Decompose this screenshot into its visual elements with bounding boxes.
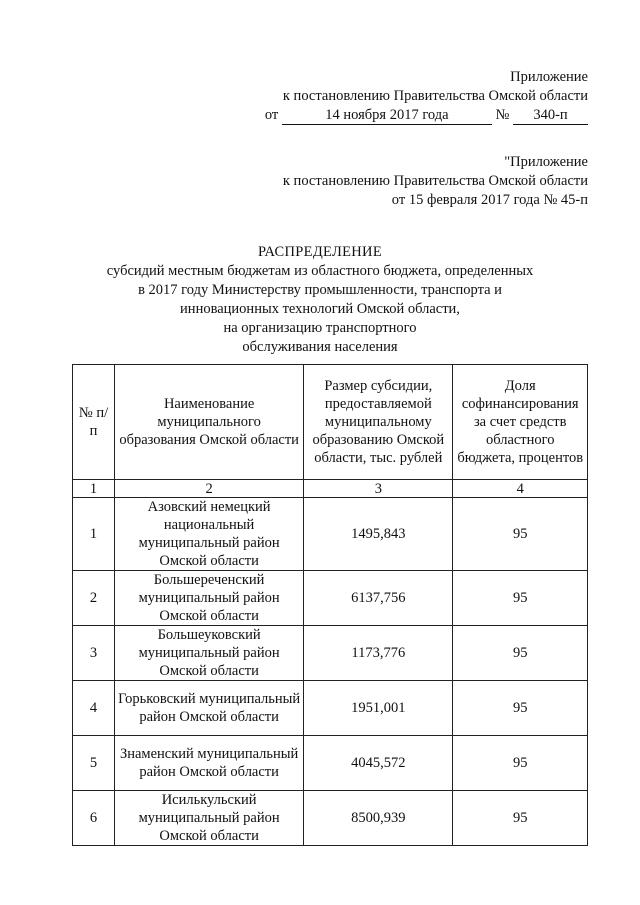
column-index: 2 <box>115 480 304 498</box>
column-index: 4 <box>453 480 588 498</box>
table-row <box>73 736 588 791</box>
subsidy-amount: 1173,776 <box>304 626 453 681</box>
subsidy-amount: 1495,843 <box>304 498 453 571</box>
table-row <box>73 498 588 571</box>
column-header-number: № п/п <box>73 365 115 480</box>
row-number: 5 <box>73 736 115 791</box>
cofinancing-share: 95 <box>453 736 588 791</box>
row-number: 4 <box>73 681 115 736</box>
subsidy-amount: 1951,001 <box>304 681 453 736</box>
column-header-share: Доля софинансирования за счет средств областного бюджета, процентов <box>453 365 588 480</box>
municipality-name: Исилькульский муниципальный район Омской области <box>115 791 304 846</box>
table-row <box>73 791 588 846</box>
table-row <box>73 571 588 626</box>
prior-decree-date: от 15 февраля 2017 года № 45-п <box>391 192 588 208</box>
decree-reference: к постановлению Правительства Омской области <box>282 88 588 104</box>
cofinancing-share: 95 <box>453 498 588 571</box>
title-caps: РАСПРЕДЕЛЕНИЕ <box>258 244 382 260</box>
table-header-row <box>73 365 588 480</box>
column-index-row <box>73 480 588 498</box>
title-line: инновационных технологий Омской области, <box>180 301 460 317</box>
subsidy-table <box>72 364 588 846</box>
subsidy-amount: 8500,939 <box>304 791 453 846</box>
table-row <box>73 681 588 736</box>
cofinancing-share: 95 <box>453 571 588 626</box>
municipality-name: Большеуковский муниципальный район Омской области <box>115 626 304 681</box>
table-row <box>73 626 588 681</box>
row-number: 6 <box>73 791 115 846</box>
column-header-name: Наименование муниципального образования Омской области <box>115 365 304 480</box>
prior-decree-reference: к постановлению Правительства Омской области <box>282 173 588 189</box>
from-label: от <box>264 107 279 123</box>
prior-appendix-label: "Приложение <box>504 154 588 170</box>
prior-decree-header <box>283 153 588 210</box>
number-label: № <box>495 107 510 123</box>
decree-header <box>265 68 588 125</box>
title-line: обслуживания населения <box>242 339 398 355</box>
cofinancing-share: 95 <box>453 626 588 681</box>
decree-date: 14 ноября 2017 года <box>282 107 492 125</box>
column-index: 1 <box>73 480 115 498</box>
subsidy-amount: 6137,756 <box>304 571 453 626</box>
municipality-name: Азовский немецкий национальный муниципальный район Омской области <box>115 498 304 571</box>
municipality-name: Горьковский муниципальный район Омской области <box>115 681 304 736</box>
cofinancing-share: 95 <box>453 681 588 736</box>
subsidy-amount: 4045,572 <box>304 736 453 791</box>
municipality-name: Знаменский муниципальный район Омской области <box>115 736 304 791</box>
column-index: 3 <box>304 480 453 498</box>
title-line: в 2017 году Министерству промышленности, транспорта и <box>138 282 502 298</box>
document-title <box>0 243 640 357</box>
row-number: 1 <box>73 498 115 571</box>
title-line: субсидий местным бюджетам из областного бюджета, определенных <box>106 263 534 279</box>
title-line: на организацию транспортного <box>223 320 417 336</box>
decree-date-line <box>265 106 588 125</box>
municipality-name: Большереченский муниципальный район Омской области <box>115 571 304 626</box>
row-number: 2 <box>73 571 115 626</box>
decree-number: 340-п <box>513 107 588 125</box>
cofinancing-share: 95 <box>453 791 588 846</box>
column-header-amount: Размер субсидии, предоставляемой муниципальному образованию Омской области, тыс. рублей <box>304 365 453 480</box>
appendix-label: Приложение <box>510 69 588 85</box>
row-number: 3 <box>73 626 115 681</box>
